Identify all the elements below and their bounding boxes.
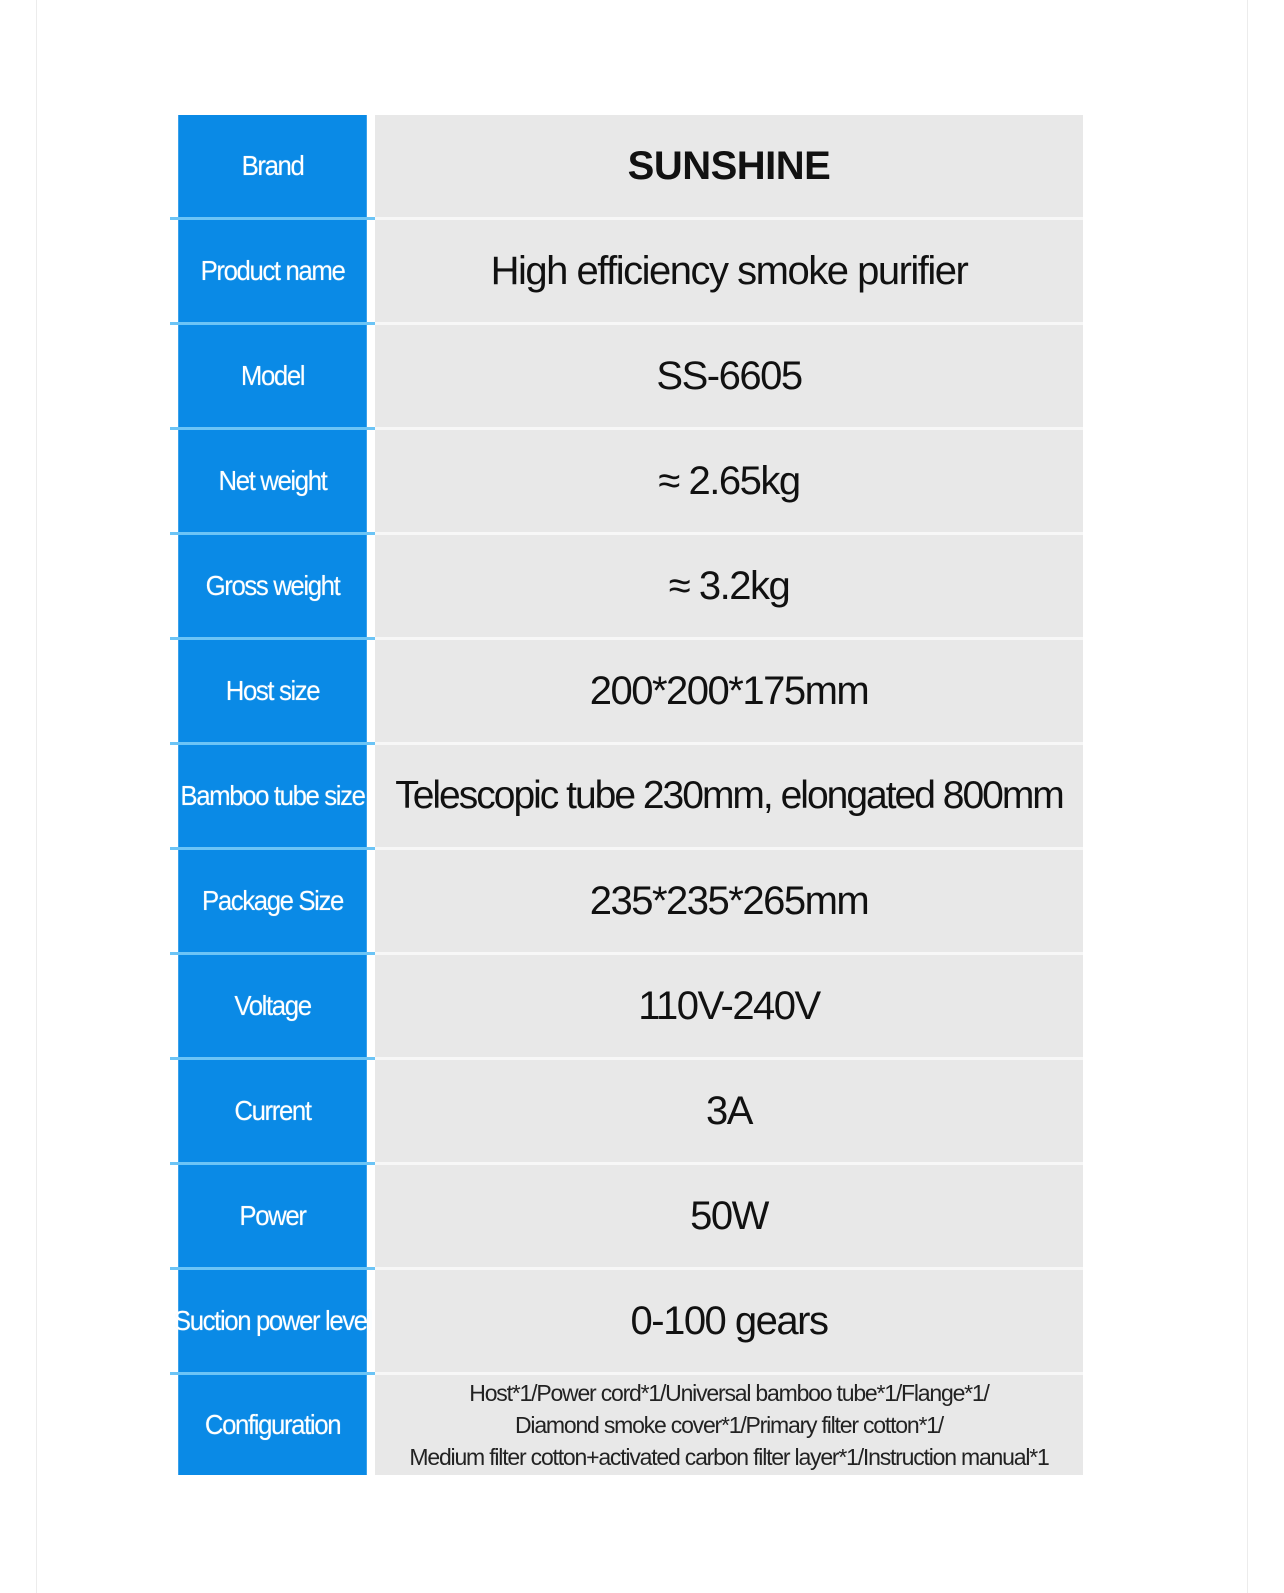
spec-row-bamboo-tube-size xyxy=(170,745,1083,850)
spec-row-suction-power-level xyxy=(170,1270,1083,1375)
config-line: Diamond smoke cover*1/Primary filter cotton*1/ xyxy=(515,1412,943,1438)
spec-value: SS-6605 xyxy=(375,325,1083,427)
spec-label: Bamboo tube size xyxy=(178,745,367,847)
spec-label: Gross weight xyxy=(178,535,367,637)
page-edge-left xyxy=(36,0,37,1593)
spec-label: Host size xyxy=(178,640,367,742)
spec-label: Voltage xyxy=(178,955,367,1057)
spec-value: High efficiency smoke purifier xyxy=(375,220,1083,322)
spec-row-power xyxy=(170,1165,1083,1270)
spec-row-brand xyxy=(170,115,1083,220)
spec-value: ≈ 2.65kg xyxy=(375,430,1083,532)
spec-value: 0-100 gears xyxy=(375,1270,1083,1372)
spec-label: Net weight xyxy=(178,430,367,532)
spec-value: 235*235*265mm xyxy=(375,850,1083,952)
spec-row-host-size xyxy=(170,640,1083,745)
spec-value: 50W xyxy=(375,1165,1083,1267)
spec-row-voltage xyxy=(170,955,1083,1060)
spec-label: Brand xyxy=(178,115,367,217)
spec-value-configuration xyxy=(375,1375,1083,1475)
page-edge-right xyxy=(1247,0,1248,1593)
spec-row-package-size xyxy=(170,850,1083,955)
spec-label: Model xyxy=(178,325,367,427)
config-line: Host*1/Power cord*1/Universal bamboo tube*1/Flange*1/ xyxy=(469,1380,989,1406)
spec-row-product-name xyxy=(170,220,1083,325)
spec-value: Telescopic tube 230mm, elongated 800mm xyxy=(375,745,1083,847)
spec-row-gross-weight xyxy=(170,535,1083,640)
spec-value: ≈ 3.2kg xyxy=(375,535,1083,637)
spec-label: Current xyxy=(178,1060,367,1162)
spec-value: SUNSHINE xyxy=(375,115,1083,217)
spec-label: Product name xyxy=(178,220,367,322)
spec-value: 110V-240V xyxy=(375,955,1083,1057)
spec-table xyxy=(170,115,1083,1475)
spec-label: Power xyxy=(178,1165,367,1267)
spec-label: Suction power level xyxy=(178,1270,367,1372)
config-line: Medium filter cotton+activated carbon filter layer*1/Instruction manual*1 xyxy=(409,1444,1049,1470)
spec-label: Package Size xyxy=(178,850,367,952)
spec-row-configuration xyxy=(170,1375,1083,1475)
spec-row-model xyxy=(170,325,1083,430)
spec-label: Configuration xyxy=(178,1375,367,1475)
spec-value: 200*200*175mm xyxy=(375,640,1083,742)
spec-value: 3A xyxy=(375,1060,1083,1162)
spec-row-net-weight xyxy=(170,430,1083,535)
spec-row-current xyxy=(170,1060,1083,1165)
